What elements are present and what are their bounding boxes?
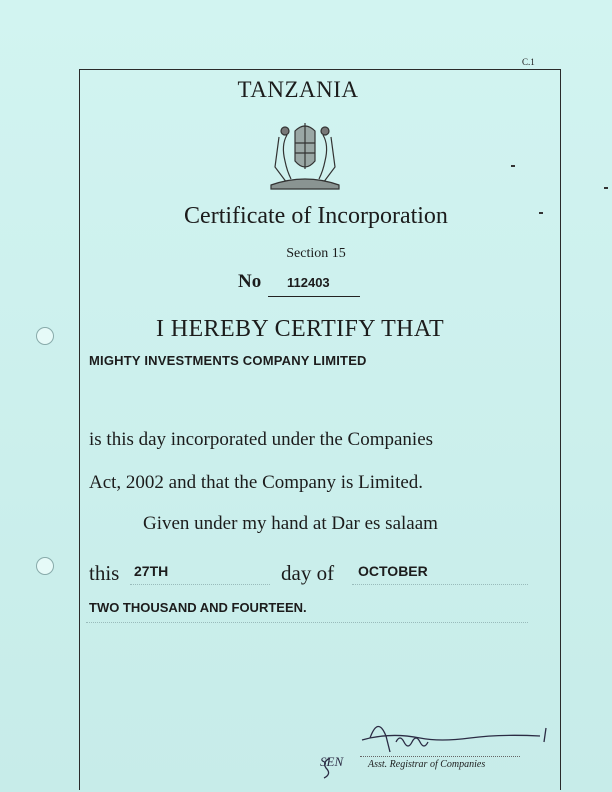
body-line-3: Given under my hand at Dar es salaam — [143, 513, 438, 534]
signature-initials: SEN — [320, 754, 344, 769]
day-value: 27TH — [134, 563, 169, 579]
punch-hole — [36, 557, 54, 575]
certificate-number: 112403 — [287, 275, 330, 290]
paper-speck — [604, 187, 608, 189]
form-code: C.1 — [522, 57, 535, 67]
country-heading: TANZANIA — [237, 77, 359, 102]
year-value: TWO THOUSAND AND FOURTEEN. — [89, 600, 307, 615]
month-value: OCTOBER — [358, 563, 428, 579]
number-underline — [268, 296, 360, 297]
body-line-2: Act, 2002 and that the Company is Limited. — [89, 472, 424, 493]
company-name: MIGHTY INVESTMENTS COMPANY LIMITED — [89, 353, 367, 368]
signature-line — [360, 756, 520, 757]
day-underline — [130, 584, 270, 585]
certify-heading: I HEREBY CERTIFY THAT — [155, 316, 445, 342]
day-of-label: day of — [281, 561, 335, 585]
year-underline — [86, 622, 528, 623]
registrar-title: Asst. Registrar of Companies — [368, 759, 486, 770]
month-underline — [352, 584, 528, 585]
certificate-title: Certificate of Incorporation — [184, 203, 448, 229]
number-label: No — [238, 271, 262, 292]
signature-mark — [300, 712, 560, 782]
this-label: this — [89, 561, 120, 585]
coat-of-arms-icon — [265, 117, 345, 193]
body-line-1: is this day incorporated under the Companies — [89, 429, 434, 450]
section-reference: Section 15 — [286, 246, 346, 261]
